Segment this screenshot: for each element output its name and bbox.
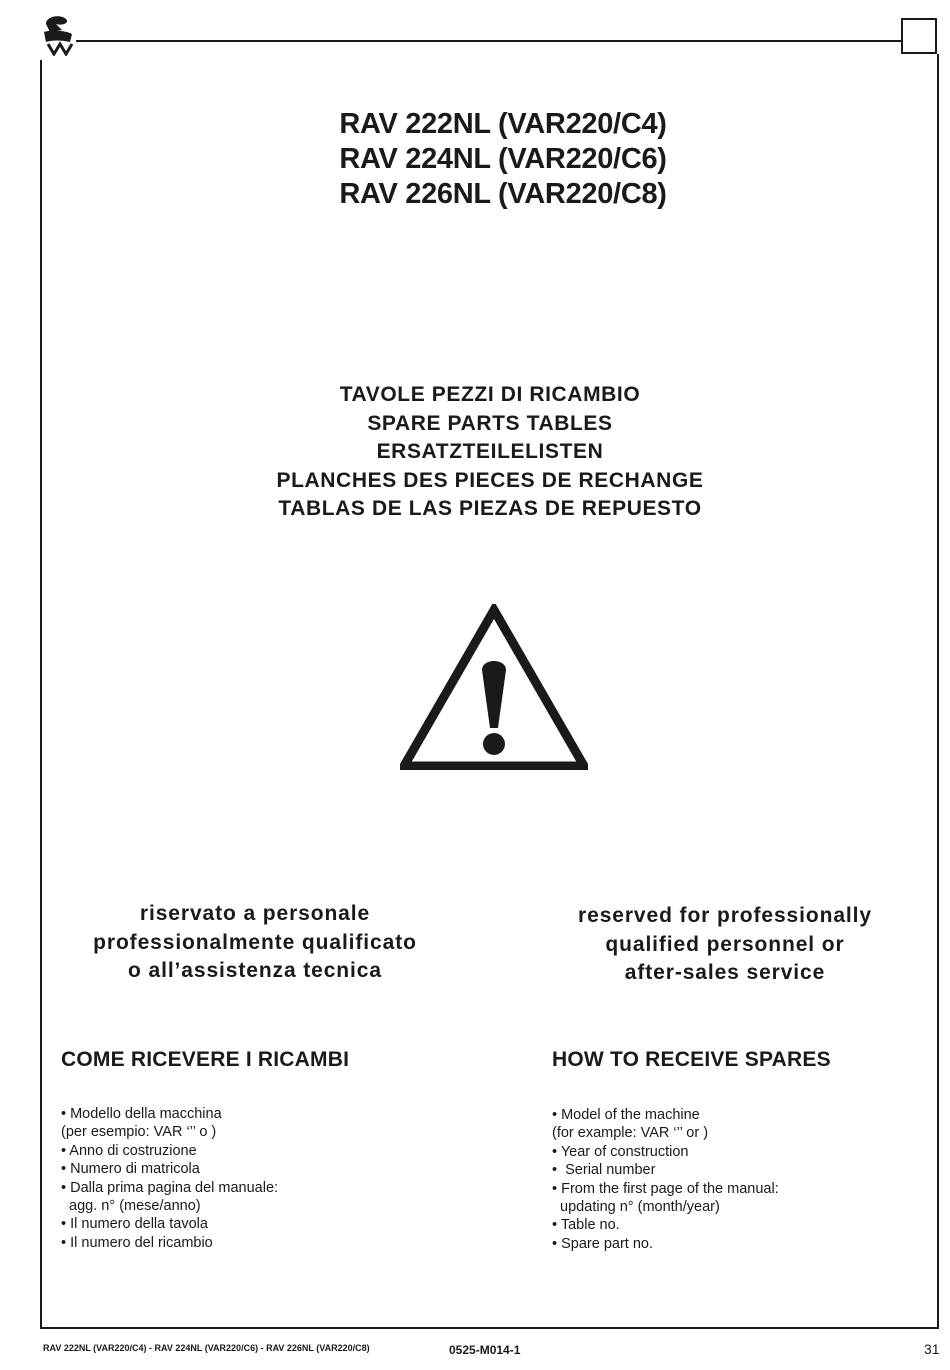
spares-info-list-italian <box>61 1105 278 1252</box>
list-item: (for example: VAR ‘’’ or ) <box>552 1125 709 1142</box>
list-item: agg. n° (mese/anno) <box>61 1198 201 1215</box>
section-heading-english: HOW TO RECEIVE SPARES <box>552 1048 831 1071</box>
list-item: • Year of construction <box>552 1143 689 1160</box>
list-item: • Dalla prima pagina del manuale: <box>61 1179 279 1196</box>
model-title: RAV 222NL (VAR220/C4) <box>339 108 667 140</box>
list-item: • Il numero del ricambio <box>61 1234 213 1251</box>
list-item: • From the first page of the manual: <box>552 1180 779 1197</box>
list-item: • Serial number <box>552 1162 656 1179</box>
notice-italian <box>60 900 450 986</box>
notice-line: after-sales service <box>624 961 826 984</box>
model-title: RAV 224NL (VAR220/C6) <box>339 143 667 175</box>
notice-line: riservato a personale <box>139 902 371 925</box>
spare-parts-title: TAVOLE PEZZI DI RICAMBIO <box>339 383 641 406</box>
spare-parts-title: ERSATZTEILELISTEN <box>376 440 604 463</box>
footer-rule <box>40 1327 939 1329</box>
spare-parts-title: SPARE PARTS TABLES <box>367 411 613 435</box>
spare-parts-title: TABLAS DE LAS PIEZAS DE REPUESTO <box>278 497 702 520</box>
list-item: • Modello della macchina <box>61 1106 222 1122</box>
spare-parts-title: PLANCHES DES PIECES DE RECHANGE <box>276 468 704 492</box>
left-border <box>40 60 42 1328</box>
model-titles <box>0 107 950 212</box>
footer-document-code: 0525-M014-1 <box>449 1343 521 1357</box>
model-title: RAV 226NL (VAR220/C8) <box>339 178 667 210</box>
page-number: 31 <box>924 1341 940 1357</box>
header-rule <box>76 40 902 42</box>
list-item: • Anno di costruzione <box>61 1142 197 1159</box>
rav-brand-logo-icon <box>40 12 78 56</box>
warning-triangle-icon <box>400 604 588 770</box>
notice-line: professionalmente qualificato <box>93 930 417 954</box>
corner-box <box>901 18 937 54</box>
right-border <box>937 54 939 1328</box>
notice-english <box>530 902 920 988</box>
list-item: updating n° (month/year) <box>552 1199 720 1216</box>
list-item: (per esempio: VAR ‘’’ o ) <box>61 1124 217 1141</box>
footer-models: RAV 222NL (VAR220/C4) - RAV 224NL (VAR220/C6) - RAV 226NL (VAR220/C8) <box>43 1343 370 1353</box>
list-item: • Table no. <box>552 1217 620 1234</box>
list-item: • Numero di matricola <box>61 1161 200 1178</box>
list-item: • Model of the machine <box>552 1107 700 1123</box>
spare-parts-titles <box>0 381 950 524</box>
section-heading-italian: COME RICEVERE I RICAMBI <box>61 1048 350 1071</box>
spares-info-list-english <box>552 1106 779 1253</box>
list-item: • Il numero della tavola <box>61 1216 208 1233</box>
list-item: • Spare part no. <box>552 1235 653 1252</box>
notice-line: qualified personnel or <box>605 932 845 956</box>
notice-line: o all’assistenza tecnica <box>128 959 382 982</box>
notice-line: reserved for professionally <box>578 904 872 927</box>
